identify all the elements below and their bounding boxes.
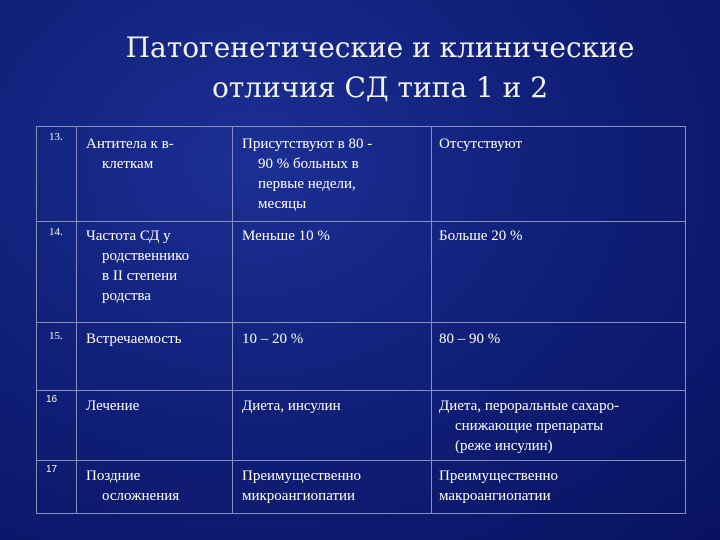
row-divider	[36, 221, 686, 222]
type2-cell	[439, 329, 500, 349]
row-number: 14.	[49, 226, 63, 238]
cell-text-line: Лечение	[86, 398, 140, 414]
feature-cell	[86, 329, 181, 349]
type1-cell	[242, 329, 303, 349]
row-divider	[36, 460, 686, 461]
slide-title	[40, 28, 720, 108]
cell-text-line: первые недели,	[258, 176, 356, 192]
row-number: 16	[46, 394, 58, 405]
cell-text-line: 80 – 90 %	[439, 331, 501, 347]
cell-text-line: Диета, пероральные сахаро-	[439, 398, 620, 414]
cell-text-line: клеткам	[102, 156, 154, 172]
table-border-right	[685, 126, 686, 514]
cell-text-line: Преимущественно	[439, 468, 559, 484]
cell-text-line: осложнения	[102, 488, 180, 504]
type2-cell	[439, 396, 619, 456]
table-border-top	[36, 126, 686, 127]
title-line-2: отличия СД типа 1 и 2	[211, 71, 549, 104]
type2-cell	[439, 466, 558, 506]
row-number: 17	[46, 464, 58, 475]
column-divider	[76, 126, 77, 514]
cell-text-line: Преимущественно	[242, 468, 362, 484]
column-divider	[431, 126, 432, 514]
cell-text-line: Поздние	[86, 468, 141, 484]
type1-cell	[242, 396, 341, 416]
cell-text-line: родственнико	[102, 248, 190, 264]
type1-cell	[242, 466, 361, 506]
type2-cell	[439, 226, 522, 246]
cell-text-line: Присутствуют в 80 -	[242, 136, 373, 152]
type1-cell	[242, 226, 330, 246]
cell-text-line: Меньше 10 %	[242, 228, 330, 244]
cell-text-line: Больше 20 %	[439, 228, 523, 244]
cell-text-line: Встречаемость	[86, 331, 182, 347]
cell-text-line: Антитела к в-	[86, 136, 174, 152]
type1-cell	[242, 134, 372, 214]
cell-text-line: снижающие препараты	[455, 418, 604, 434]
feature-cell	[86, 396, 139, 416]
column-divider	[232, 126, 233, 514]
row-number: 13.	[49, 131, 63, 143]
table-border-bottom	[36, 513, 686, 514]
cell-text-line: 10 – 20 %	[242, 331, 304, 347]
cell-text-line: в II степени	[102, 268, 178, 284]
cell-text-line: Частота СД у	[86, 228, 171, 244]
table-border-left	[36, 126, 37, 514]
cell-text-line: 90 % больных в	[258, 156, 359, 172]
comparison-table	[36, 126, 686, 514]
cell-text-line: Отсутствуют	[439, 136, 523, 152]
cell-text-line: Диета, инсулин	[242, 398, 341, 414]
cell-text-line: макроангиопатии	[439, 488, 551, 504]
feature-cell	[86, 466, 179, 506]
title-line-1: Патогенетические и клинические	[125, 31, 635, 64]
cell-text-line: родства	[102, 288, 151, 304]
cell-text-line: микроангиопатии	[242, 488, 356, 504]
cell-text-line: (реже инсулин)	[455, 438, 553, 454]
row-number: 15.	[49, 330, 63, 342]
feature-cell	[86, 134, 174, 174]
row-divider	[36, 390, 686, 391]
type2-cell	[439, 134, 522, 154]
feature-cell	[86, 226, 189, 306]
row-divider	[36, 322, 686, 323]
cell-text-line: месяцы	[258, 196, 307, 212]
